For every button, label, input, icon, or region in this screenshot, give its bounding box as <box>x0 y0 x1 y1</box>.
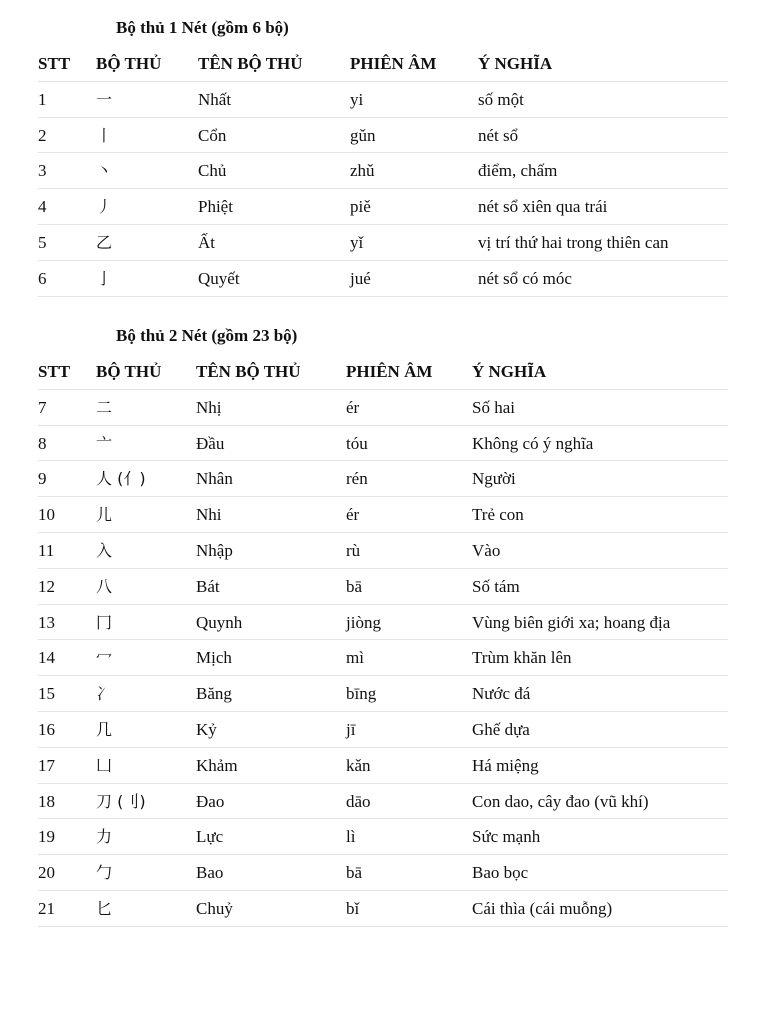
header-y-nghia: Ý NGHĨA <box>478 54 553 73</box>
cell-phien-am: jiòng <box>346 612 381 632</box>
table-row <box>38 784 728 820</box>
table-row <box>38 497 728 533</box>
cell-stt: 19 <box>38 827 55 847</box>
header-phien-am: PHIÊN ÂM <box>350 54 437 73</box>
cell-bo-thu: 人 (亻) <box>96 469 146 489</box>
cell-stt: 5 <box>38 232 47 252</box>
cell-bo-thu: 丶 <box>96 161 113 181</box>
cell-phien-am: zhǔ <box>350 161 375 181</box>
cell-y-nghia: vị trí thứ hai trong thiên can <box>478 232 669 252</box>
cell-bo-thu: 亅 <box>96 268 113 288</box>
cell-ten-bo-thu: Phiệt <box>198 197 233 217</box>
cell-ten-bo-thu: Khảm <box>196 755 238 775</box>
table-header-row <box>38 354 728 390</box>
table-row <box>38 533 728 569</box>
table-row <box>38 891 728 927</box>
table-body <box>38 82 728 297</box>
cell-y-nghia: Không có ý nghĩa <box>472 433 594 453</box>
header-bo-thu: BỘ THỦ <box>96 362 162 381</box>
cell-ten-bo-thu: Lực <box>196 827 224 847</box>
cell-bo-thu: 乙 <box>96 232 113 252</box>
cell-phien-am: rù <box>346 540 361 560</box>
cell-ten-bo-thu: Bao <box>196 863 224 883</box>
cell-ten-bo-thu: Kỷ <box>196 719 217 739</box>
cell-stt: 9 <box>38 469 47 489</box>
cell-phien-am: gǔn <box>350 125 376 145</box>
cell-y-nghia: Người <box>472 469 516 489</box>
table-row <box>38 82 728 118</box>
cell-bo-thu: 入 <box>96 540 113 560</box>
cell-ten-bo-thu: Nhân <box>196 469 233 489</box>
table-row <box>38 118 728 154</box>
cell-y-nghia: Số hai <box>472 397 515 417</box>
cell-phien-am: rén <box>346 469 368 489</box>
table-row <box>38 225 728 261</box>
section-title: Bộ thủ 1 Nét (gồm 6 bộ) <box>116 18 289 37</box>
cell-stt: 2 <box>38 125 47 145</box>
cell-stt: 21 <box>38 898 55 918</box>
table-row <box>38 819 728 855</box>
cell-stt: 11 <box>38 540 55 560</box>
table-row <box>38 569 728 605</box>
cell-bo-thu: 凵 <box>96 755 113 775</box>
cell-y-nghia: nét sổ <box>478 125 519 145</box>
table-row <box>38 676 728 712</box>
header-ten-bo-thu: TÊN BỘ THỦ <box>198 54 303 73</box>
section-title: Bộ thủ 2 Nét (gồm 23 bộ) <box>116 326 298 345</box>
cell-phien-am: lì <box>346 827 356 847</box>
cell-bo-thu: 几 <box>96 719 113 739</box>
cell-stt: 17 <box>38 755 55 775</box>
cell-y-nghia: Nước đá <box>472 684 531 704</box>
header-bo-thu: BỘ THỦ <box>96 54 162 73</box>
cell-stt: 16 <box>38 719 55 739</box>
cell-stt: 7 <box>38 397 47 417</box>
cell-bo-thu: 八 <box>96 576 113 596</box>
cell-y-nghia: nét sổ có móc <box>478 268 572 288</box>
table-row <box>38 426 728 462</box>
cell-ten-bo-thu: Cổn <box>198 125 227 145</box>
cell-ten-bo-thu: Chuỷ <box>196 898 233 918</box>
table-row <box>38 855 728 891</box>
table-row <box>38 390 728 426</box>
cell-stt: 18 <box>38 791 55 811</box>
table-row <box>38 712 728 748</box>
cell-ten-bo-thu: Quynh <box>196 612 243 632</box>
cell-phien-am: jī <box>346 719 356 739</box>
cell-y-nghia: Há miệng <box>472 755 539 775</box>
cell-bo-thu: 一 <box>96 89 113 109</box>
cell-phien-am: bā <box>346 863 363 883</box>
radical-table <box>38 46 728 297</box>
cell-bo-thu: 丿 <box>96 197 113 217</box>
cell-bo-thu: 力 <box>96 827 113 847</box>
cell-y-nghia: Bao bọc <box>472 863 529 883</box>
cell-phien-am: tóu <box>346 433 368 453</box>
cell-ten-bo-thu: Nhập <box>196 540 233 560</box>
cell-y-nghia: điểm, chấm <box>478 161 558 181</box>
cell-ten-bo-thu: Chủ <box>198 161 227 181</box>
table-row <box>38 640 728 676</box>
cell-bo-thu: 勹 <box>96 863 113 883</box>
cell-phien-am: jué <box>350 268 371 288</box>
cell-bo-thu: 刀 (刂) <box>96 791 146 811</box>
cell-y-nghia: Sức mạnh <box>472 827 541 847</box>
header-stt: STT <box>38 362 71 381</box>
cell-ten-bo-thu: Băng <box>196 684 232 704</box>
cell-ten-bo-thu: Nhị <box>196 397 222 417</box>
table-row <box>38 261 728 297</box>
cell-ten-bo-thu: Nhất <box>198 89 232 109</box>
cell-phien-am: bīng <box>346 684 377 704</box>
cell-ten-bo-thu: Mịch <box>196 648 232 668</box>
cell-phien-am: bā <box>346 576 363 596</box>
cell-ten-bo-thu: Ất <box>198 232 215 252</box>
cell-stt: 20 <box>38 863 55 883</box>
cell-ten-bo-thu: Quyết <box>198 268 240 288</box>
cell-stt: 1 <box>38 89 47 109</box>
cell-phien-am: dāo <box>346 791 371 811</box>
table-row <box>38 153 728 189</box>
cell-bo-thu: 冖 <box>96 648 113 668</box>
cell-bo-thu: 冂 <box>96 612 113 632</box>
cell-y-nghia: Vào <box>472 540 501 560</box>
cell-bo-thu: 二 <box>96 397 113 417</box>
cell-bo-thu: 亠 <box>96 433 113 453</box>
cell-bo-thu: 儿 <box>96 505 113 525</box>
cell-y-nghia: Trẻ con <box>472 505 524 525</box>
cell-y-nghia: Vùng biên giới xa; hoang địa <box>472 612 671 632</box>
table-header-row <box>38 46 728 82</box>
cell-y-nghia: Số tám <box>472 576 520 596</box>
cell-ten-bo-thu: Nhi <box>196 505 222 525</box>
header-y-nghia: Ý NGHĨA <box>472 362 547 381</box>
cell-y-nghia: Con dao, cây đao (vũ khí) <box>472 791 649 811</box>
table-row <box>38 748 728 784</box>
header-ten-bo-thu: TÊN BỘ THỦ <box>196 362 301 381</box>
cell-phien-am: yi <box>350 89 364 109</box>
cell-stt: 6 <box>38 268 47 288</box>
cell-stt: 4 <box>38 197 47 217</box>
cell-phien-am: bǐ <box>346 898 360 918</box>
cell-bo-thu: 匕 <box>96 898 113 918</box>
cell-ten-bo-thu: Đao <box>196 791 225 811</box>
cell-phien-am: mì <box>346 648 364 668</box>
table-row <box>38 461 728 497</box>
cell-y-nghia: nét sổ xiên qua trái <box>478 197 608 217</box>
radical-table <box>38 354 728 927</box>
table-row <box>38 189 728 225</box>
table-row <box>38 605 728 641</box>
header-phien-am: PHIÊN ÂM <box>346 362 433 381</box>
cell-y-nghia: Ghế dựa <box>472 719 530 739</box>
cell-ten-bo-thu: Đầu <box>196 433 225 453</box>
cell-stt: 15 <box>38 684 55 704</box>
cell-stt: 13 <box>38 612 55 632</box>
cell-stt: 10 <box>38 505 55 525</box>
cell-stt: 8 <box>38 433 47 453</box>
cell-stt: 12 <box>38 576 55 596</box>
cell-stt: 14 <box>38 648 55 668</box>
cell-phien-am: ér <box>346 505 360 525</box>
cell-phien-am: kǎn <box>346 755 371 775</box>
cell-ten-bo-thu: Bát <box>196 576 220 596</box>
cell-bo-thu: 冫 <box>96 684 113 704</box>
table-body <box>38 390 728 927</box>
cell-stt: 3 <box>38 161 47 181</box>
cell-y-nghia: Cái thìa (cái muỗng) <box>472 898 613 918</box>
cell-phien-am: piě <box>350 197 371 217</box>
header-stt: STT <box>38 54 71 73</box>
cell-y-nghia: số một <box>478 89 524 109</box>
cell-phien-am: yǐ <box>350 232 364 252</box>
cell-phien-am: ér <box>346 397 360 417</box>
cell-bo-thu: 丨 <box>96 125 113 145</box>
cell-y-nghia: Trùm khăn lên <box>472 648 572 668</box>
